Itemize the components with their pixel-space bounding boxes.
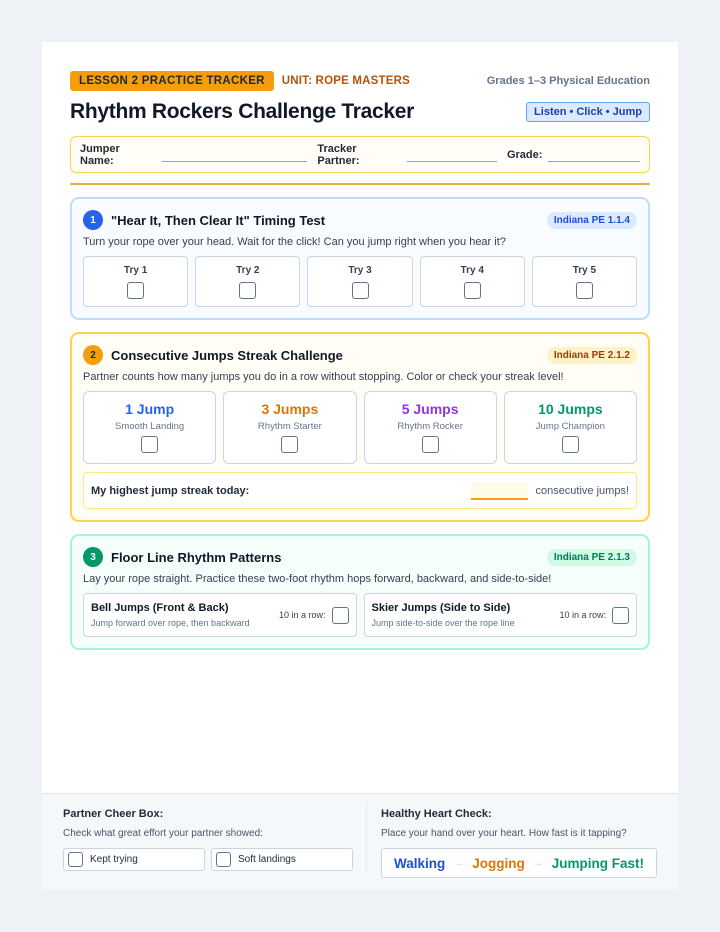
- try-checkbox[interactable]: [352, 282, 369, 299]
- level-name: 1 Jump: [125, 401, 175, 417]
- name-fields-box: [70, 136, 650, 173]
- pattern-count-label: 10 in a row:: [278, 610, 326, 620]
- level-subtitle: Rhythm Starter: [257, 421, 322, 432]
- standard-badge: Indiana PE 1.1.4: [547, 212, 637, 229]
- heart-level[interactable]: Jogging: [472, 855, 525, 871]
- cheer-checkbox[interactable]: [68, 852, 83, 867]
- worksheet-page: [42, 42, 678, 890]
- footer: [42, 793, 678, 890]
- level-subtitle: Rhythm Rocker: [397, 421, 463, 432]
- standard-badge: Indiana PE 2.1.2: [547, 347, 637, 364]
- healthy-heart-check: [367, 802, 678, 890]
- cheer-subtitle: Check what great effort your partner showed:: [63, 828, 263, 839]
- tracker-partner-label: Tracker Partner:: [317, 142, 360, 167]
- try-checkbox[interactable]: [127, 282, 144, 299]
- cheer-label: Kept trying: [90, 854, 138, 865]
- streak-suffix: consecutive jumps!: [535, 484, 629, 497]
- section-number: 3: [83, 547, 103, 567]
- streak-level: [364, 391, 497, 464]
- section-timing-test: [70, 197, 650, 320]
- try-checkbox[interactable]: [239, 282, 256, 299]
- section-title: Floor Line Rhythm Patterns: [111, 549, 282, 565]
- try-label: Try 3: [348, 265, 372, 276]
- section-streak-challenge: [70, 332, 650, 522]
- grade-label: Grade:: [506, 148, 543, 161]
- cheer-label: Soft landings: [238, 854, 296, 865]
- try-box: [195, 256, 300, 307]
- level-subtitle: Jump Champion: [535, 421, 605, 432]
- try-box: [307, 256, 412, 307]
- level-checkbox[interactable]: [281, 436, 298, 453]
- try-label: Try 2: [236, 265, 260, 276]
- patterns-row: [83, 593, 637, 637]
- try-label: Try 5: [572, 265, 597, 276]
- streak-levels: [83, 391, 637, 464]
- grade-field[interactable]: [548, 148, 640, 162]
- pattern-count-label: 10 in a row:: [559, 610, 606, 620]
- section-description: Lay your rope straight. Practice these two-foot rhythm hops forward, backward, and side-to-side!: [83, 573, 552, 585]
- section-title: Consecutive Jumps Streak Challenge: [111, 347, 343, 363]
- pattern-box: [364, 593, 638, 637]
- pattern-description: Jump side-to-side over the rope line: [371, 618, 515, 628]
- section-description: Turn your rope over your head. Wait for the click! Can you jump right when you hear it?: [83, 236, 506, 248]
- try-box: [83, 256, 188, 307]
- standard-badge: Indiana PE 2.1.3: [547, 549, 637, 566]
- heart-subtitle: Place your hand over your heart. How fast is it tapping?: [381, 828, 627, 839]
- section-number: 1: [83, 210, 103, 230]
- unit-label: UNIT: ROPE MASTERS: [281, 75, 410, 87]
- pattern-checkbox[interactable]: [612, 607, 629, 624]
- try-label: Try 4: [460, 265, 484, 276]
- level-name: 3 Jumps: [261, 401, 319, 417]
- page-title: Rhythm Rockers Challenge Tracker: [70, 100, 415, 123]
- pattern-checkbox[interactable]: [332, 607, 349, 624]
- pattern-description: Jump forward over rope, then backward: [91, 618, 250, 628]
- pattern-name: Bell Jumps (Front & Back): [91, 602, 229, 614]
- cheer-option[interactable]: [211, 848, 353, 871]
- cheer-checkbox[interactable]: [216, 852, 231, 867]
- header-row: [70, 70, 650, 92]
- divider: [70, 183, 650, 185]
- section-title: "Hear It, Then Clear It" Timing Test: [111, 212, 326, 228]
- cheer-title: Partner Cheer Box:: [63, 808, 164, 820]
- try-label: Try 1: [123, 265, 148, 276]
- level-checkbox[interactable]: [141, 436, 158, 453]
- cheer-option[interactable]: [63, 848, 205, 871]
- try-checkbox[interactable]: [464, 282, 481, 299]
- heart-level[interactable]: Jumping Fast!: [551, 855, 644, 871]
- section-number: 2: [83, 345, 103, 365]
- level-name: 5 Jumps: [401, 401, 459, 417]
- lesson-badge: LESSON 2 PRACTICE TRACKER: [70, 71, 274, 91]
- jumper-name-field[interactable]: [162, 148, 307, 162]
- section-description: Partner counts how many jumps you do in a row without stopping. Color or check your streak level!: [83, 371, 564, 383]
- pattern-box: [83, 593, 357, 637]
- try-checkbox[interactable]: [576, 282, 593, 299]
- heart-level[interactable]: Walking: [394, 855, 446, 871]
- streak-label: My highest jump streak today:: [91, 484, 250, 497]
- jumper-name-label: Jumper Name:: [80, 142, 120, 167]
- try-box: [420, 256, 525, 307]
- level-subtitle: Smooth Landing: [115, 421, 185, 432]
- heart-scale: [381, 848, 657, 878]
- streak-level: [223, 391, 356, 464]
- tracker-partner-field[interactable]: [407, 148, 497, 162]
- pattern-name: Skier Jumps (Side to Side): [371, 602, 511, 614]
- grades-label: Grades 1–3 Physical Education: [486, 75, 650, 87]
- level-name: 10 Jumps: [538, 401, 603, 417]
- try-box: [532, 256, 637, 307]
- streak-level: [504, 391, 637, 464]
- heart-title: Healthy Heart Check:: [381, 808, 492, 820]
- tries-row: [83, 256, 637, 307]
- level-checkbox[interactable]: [562, 436, 579, 453]
- partner-cheer-box: [42, 802, 367, 872]
- level-checkbox[interactable]: [422, 436, 439, 453]
- arrow-right-icon: →: [532, 857, 544, 869]
- highest-streak-row: [83, 472, 637, 509]
- arrow-right-icon: →: [453, 857, 465, 869]
- section-rhythm-patterns: [70, 534, 650, 650]
- streak-level: [83, 391, 216, 464]
- streak-input[interactable]: [471, 482, 528, 500]
- motto-badge: Listen • Click • Jump: [526, 102, 650, 122]
